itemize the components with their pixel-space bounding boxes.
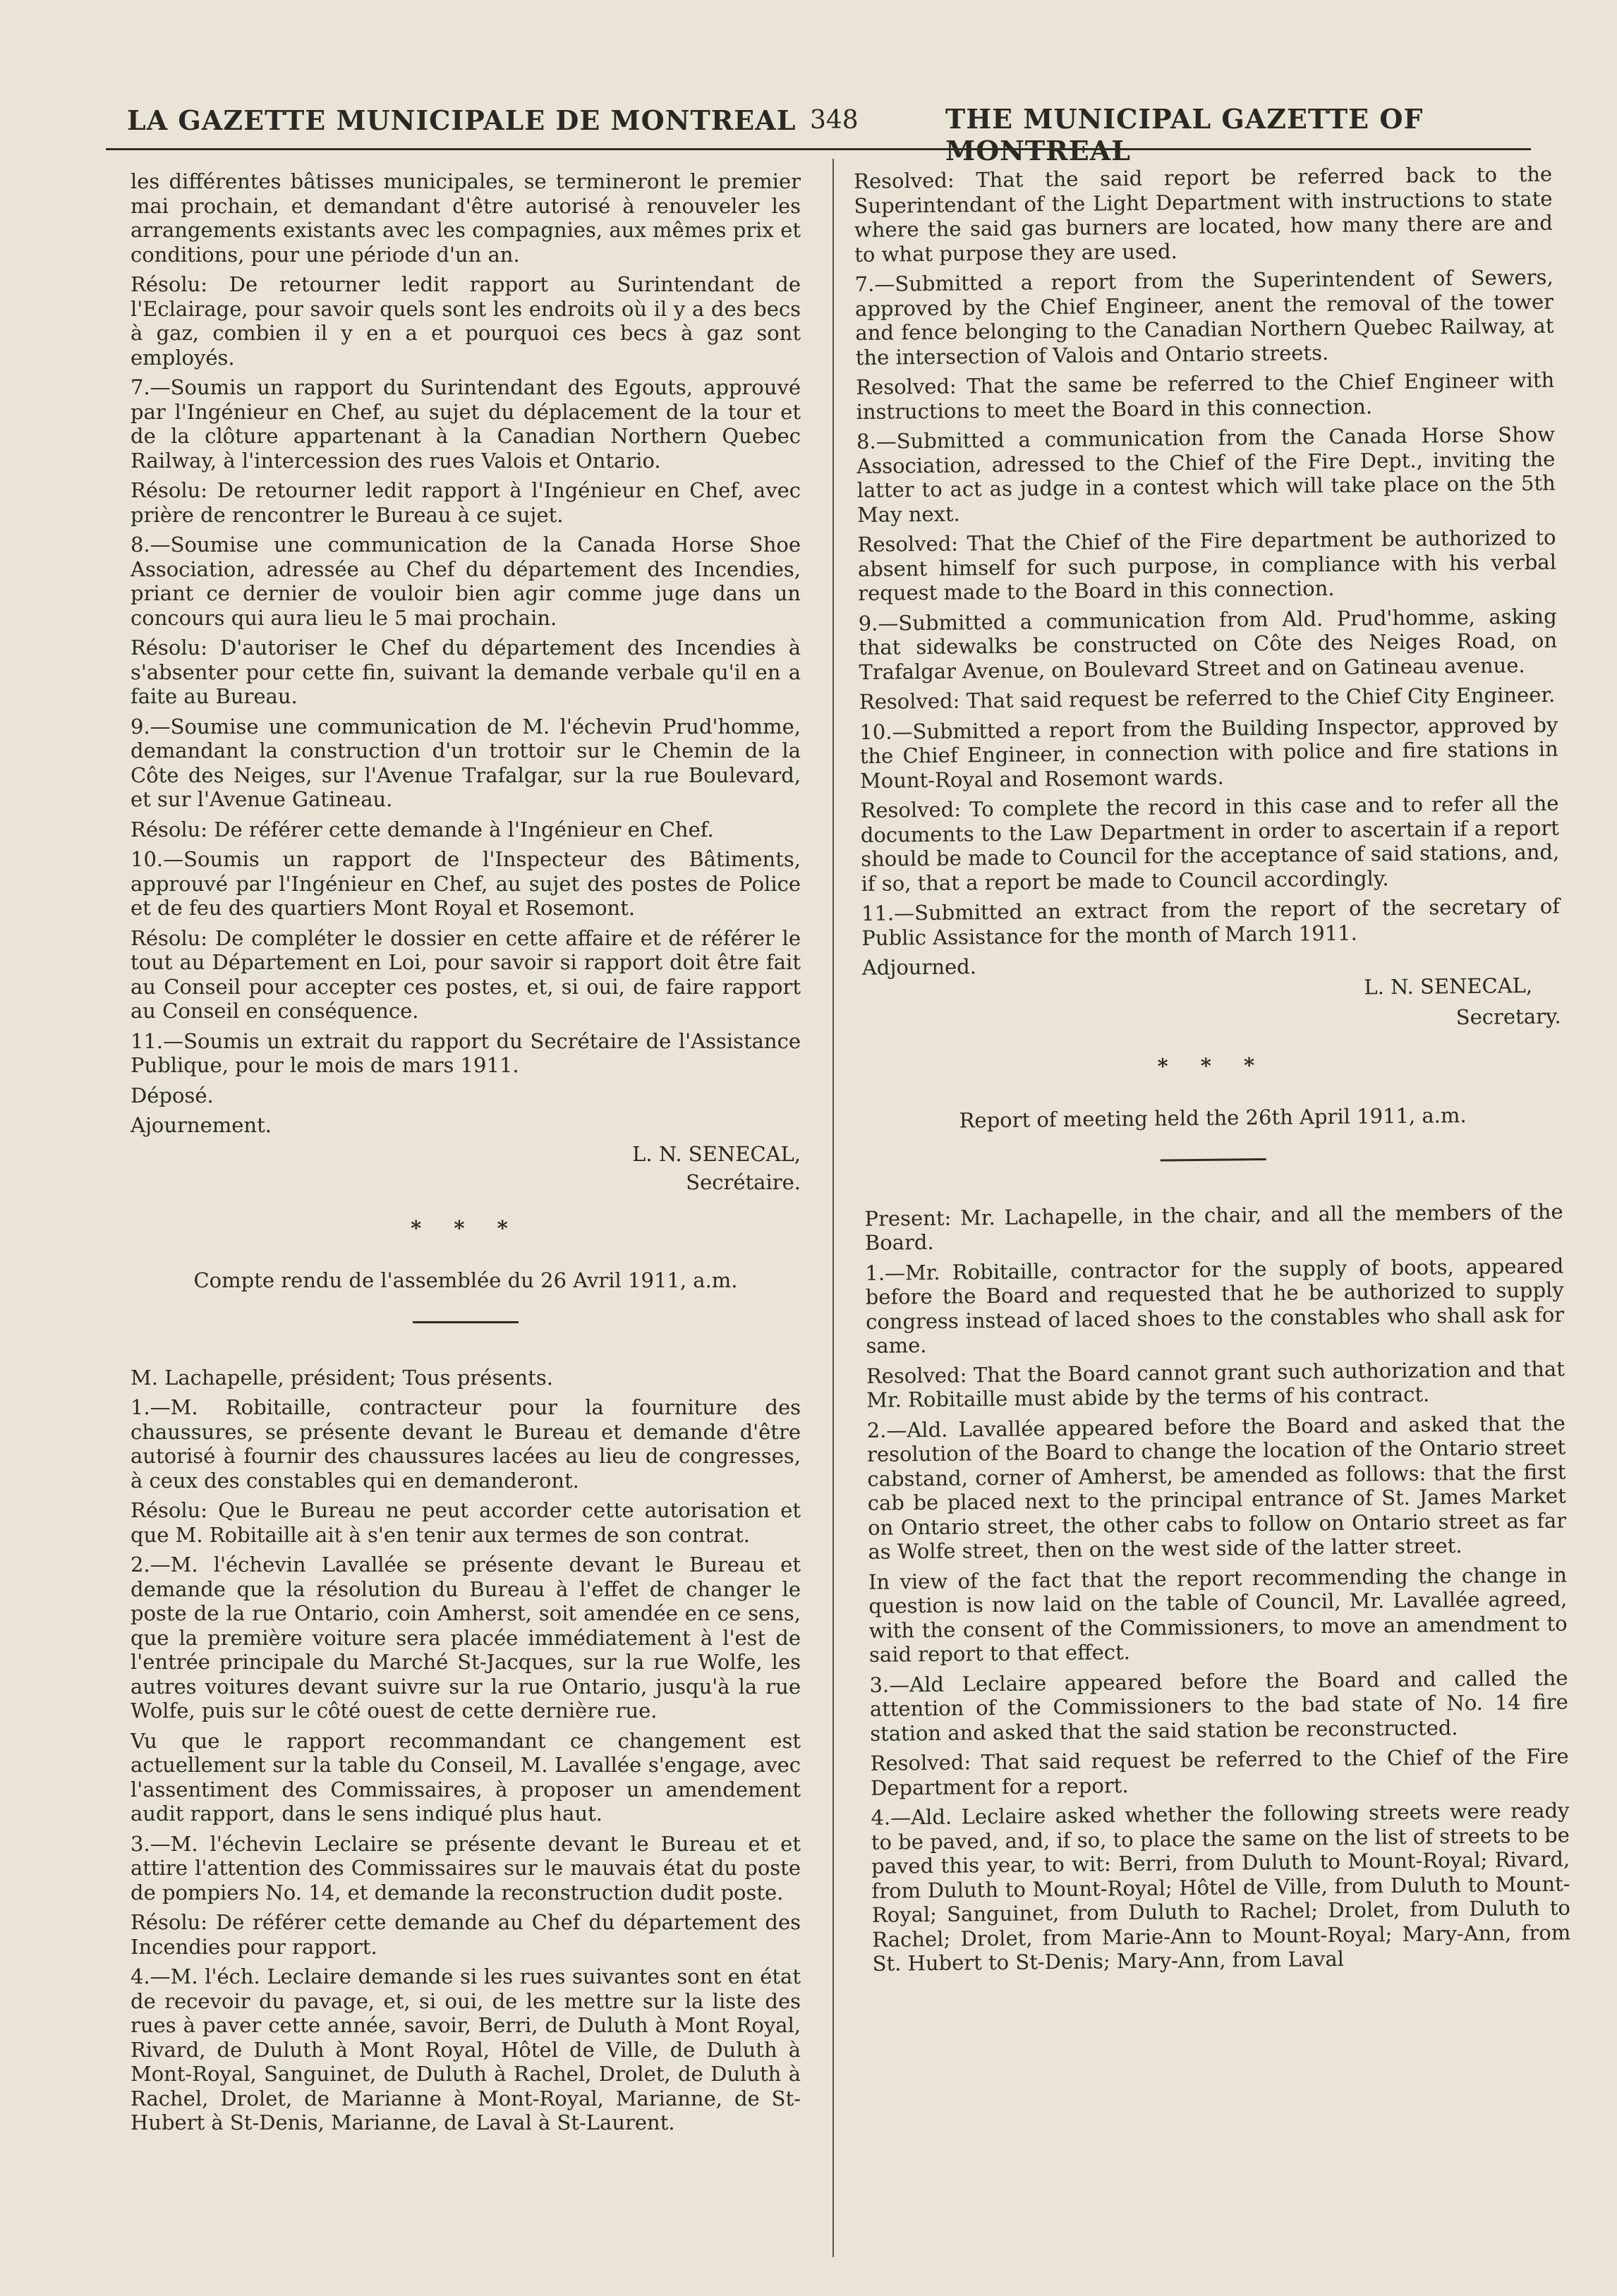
paragraph: 8.—Soumise une communication de la Canada Horse Shoe Association, adressée au Chef du département des Incendies, priant ce dernier de vouloir bien agir comme juge dans un concours qui aura lieu le 5 mai prochain. [131,533,801,630]
paragraph: Resolved: That said request be referred to the Chief of the Fire Department for a report. [870,1744,1569,1800]
english-column [854,162,1571,1982]
paragraph: M. Lachapelle, président; Tous présents. [131,1365,553,1390]
paragraph: 7.—Submitted a report from the Superintendent of Sewers, approved by the Chief Engineer, anent the removal of the tower and fence belonging to the Canadian Northern Quebec Railway, at the intersection of Valois and Ontario streets. [854,265,1554,370]
paragraph: Résolu: De retourner ledit rapport à l'Ingénieur en Chef, avec prière de rencontrer le Bureau à ce sujet. [131,478,801,527]
short-rule [413,1321,519,1323]
deposed-note: Déposé. [131,1083,214,1107]
paragraph: 11.—Submitted an extract from the report of the secretary of Public Assistance for the month of March 1911. [861,894,1561,950]
header-rule [106,148,1531,150]
page-header [0,99,1617,166]
signature-name: L. N. SENECAL, [632,1141,801,1166]
paragraph: In view of the fact that the report recommending the change in question is now laid on the table of Council, Mr. Lavallée agreed, with the consent of the Commissioners, to move an amendment to said report to that effect. [868,1562,1568,1667]
section-separator: * * * [1157,1052,1268,1079]
paragraph: 3.—M. l'échevin Leclaire se présente devant le Bureau et et attire l'attention des Commissaires sur le mauvais état du poste de pompiers No. 14, et demande la reconstruction dudit poste. [131,1831,801,1905]
paragraph: Resolved: To complete the record in this case and to refer all the documents to the Law Department in order to ascertain if a report should be made to Council for the acceptance of said stations, and, if so, that a report be made to Council accordingly. [860,791,1560,896]
adjournment: Adjourned. [861,954,977,980]
paragraph: Resolved: That the same be referred to the Chief Engineer with instructions to meet the Board in this connection. [856,368,1555,424]
paragraph: Résolu: De référer cette demande à l'Ingénieur en Chef. [131,817,714,842]
paragraph: 9.—Submitted a communication from Ald. Prud'homme, asking that sidewalks be constructed on Côte des Neiges Road, on Trafalgar Avenue, on Boulevard Street and on Gatineau avenue. [858,604,1558,684]
paragraph: Résolu: De retourner ledit rapport au Surintendant de l'Eclairage, pour savoir quels sont les endroits où il y a des becs à gaz, combien il y en a et pourquoi ces becs à gaz sont employés. [131,272,801,370]
paragraph: 4.—M. l'éch. Leclaire demande si les rues suivantes sont en état de recevoir du pavage, et, si oui, de les mettre sur la liste des rues à paver cette année, savoir, Berri, de Duluth à Mont Royal, Rivard, de Duluth à Mont Royal, Hôtel de Ville, de Duluth à Mont-Royal, Sanguinet, de Duluth à Rachel, Drolet, de Duluth à Rachel, Drolet, de Marianne à Mont-Royal, Marianne, de St-Hubert à St-Denis, Marianne, de Laval à St-Laurent. [131,1964,801,2134]
paragraph: 7.—Soumis un rapport du Surintendant des Egouts, approuvé par l'Ingénieur en Chef, au sujet du déplacement de la tour et de la clôture appartenant à la Canadian Northern Quebec Railway, à l'intercession des rues Valois et Ontario. [131,375,801,473]
paragraph: 1.—M. Robitaille, contracteur pour la fourniture des chaussures, se présente devant le Bureau et demande d'être autorisé à fournir des chaussures lacées au lieu de congresses, à ceux des constables qui en demanderont. [131,1395,801,1493]
paragraph: 8.—Submitted a communication from the Canada Horse Show Association, adressed to the Chief of the Fire Dept., inviting the latter to act as judge in a contest which will take place on the 5th May next. [856,422,1556,527]
short-rule [1161,1158,1266,1161]
header-french-title: LA GAZETTE MUNICIPALE DE MONTREAL [127,104,797,136]
section-separator: * * * [411,1215,521,1240]
paragraph: 1.—Mr. Robitaille, contractor for the supply of boots, appeared before the Board and requested that he be authorized to supply congress instead of laced shoes to the constables who shall ask for same. [865,1253,1565,1358]
paragraph: 11.—Soumis un extrait du rapport du Secrétaire de l'Assistance Publique, pour le mois de mars 1911. [131,1028,801,1077]
paragraph: Résolu: Que le Bureau ne peut accorder cette autorisation et que M. Robitaille ait à s'en tenir aux termes de son contrat. [131,1498,801,1547]
paragraph: Resolved: That said request be referred to the Chief City Engineer. [859,682,1556,714]
page-number: 348 [810,106,859,135]
paragraph: Resolved: That the Chief of the Fire department be authorized to absent himself for such purpose, in compliance with his verbal request made to the Board in this connection. [857,525,1557,605]
signature-name: L. N. SENECAL, [1364,973,1533,999]
section-caption: Compte rendu de l'assemblée du 26 Avril 1911, a.m. [193,1268,738,1292]
adjournment: Ajournement. [131,1113,272,1137]
paragraph: Résolu: De référer cette demande au Chef du département des Incendies pour rapport. [131,1910,801,1959]
paragraph: les différentes bâtisses municipales, se termineront le premier mai prochain, et demandant d'être autorisé à renouveler les arrangements existants avec les compagnies, aux mêmes prix et conditions, pour une période d'un an. [131,169,801,267]
paragraph: Resolved: That the Board cannot grant such authorization and that Mr. Robitaille must abide by the terms of his contract. [866,1356,1565,1412]
paragraph: 10.—Soumis un rapport de l'Inspecteur des Bâtiments, approuvé par l'Ingénieur en Chef, au sujet des postes de Police et de feu des quartiers Mont Royal et Rosemont. [131,847,801,920]
header-english-title: THE MUNICIPAL GAZETTE OF MONTREAL [945,103,1424,166]
paragraph: 4.—Ald. Leclaire asked whether the following streets were ready to be paved, and, if so, to place the same on the list of streets to be paved this year, to wit: Berri, from Duluth to Mount-Royal; Rivard, from Duluth to Mount-Royal; Hôtel de Ville, from Duluth to Mount-Royal; Sanguinet, from Duluth to Rachel; Drolet, from Duluth to Rachel; Drolet, from Marie-Ann to Mount-Royal; Mary-Ann, from St. Hubert to St-Denis; Mary-Ann, from Laval [871,1798,1571,1976]
paragraph: 9.—Soumise une communication de M. l'échevin Prud'homme, demandant la construction d'un trottoir sur le Chemin de la Côte des Neiges, sur l'Avenue Trafalgar, sur la rue Boulevard, et sur l'Avenue Gatineau. [131,714,801,811]
paragraph: Resolved: That the said report be referred back to the Superintendant of the Light Department with instructions to state where the said gas burners are located, how many there are and to what purpose they are used. [854,162,1554,267]
signature-title: Secrétaire. [686,1170,801,1194]
paragraph: 2.—M. l'échevin Lavallée se présente devant le Bureau et demande que la résolution du Bureau à l'effet de changer le poste de la rue Ontario, coin Amherst, soit amendée en ce sens, que la première voiture sera placée immédiatement à l'est de l'entrée principale du Marché St-Jacques, sur la rue Wolfe, les autres voitures devant suivre sur la rue Ontario, jusqu'à la rue Wolfe, puis sur le côté ouest de cette dernière rue. [131,1553,801,1723]
paragraph: 3.—Ald Leclaire appeared before the Board and called the attention of the Commissioners to the bad state of No. 14 fire station and asked that the said station be reconstructed. [869,1665,1568,1746]
paragraph: Résolu: D'autoriser le Chef du département des Incendies à s'absenter pour cette fin, suivant la demande verbale qu'il en a faite au Bureau. [131,636,801,708]
paragraph: Résolu: De compléter le dossier en cette affaire et de référer le tout au Département en Loi, pour savoir si rapport doit être fait au Conseil pour accepter ces postes, et, si oui, de faire rapport au Conseil en conséquence. [131,925,801,1023]
french-column [131,169,801,2141]
section-caption: Report of meeting held the 26th April 1911, a.m. [959,1103,1467,1133]
column-divider [832,159,834,2257]
paragraph: Vu que le rapport recommandant ce changement est actuellement sur la table du Conseil, M. Lavallée s'engage, avec l'assentiment des Commissaires, à proposer un amendement audit rapport, dans le sens indiqué plus haut. [131,1728,801,1826]
paragraph: 2.—Ald. Lavallée appeared before the Board and asked that the resolution of the Board to change the location of the Ontario street cabstand, corner of Amherst, be amended as follows: that the first cab be placed next to the principal entrance of St. James Market on Ontario street, the other cabs to follow on Ontario street as far as Wolfe street, then on the west side of the latter street. [866,1411,1567,1564]
signature-title: Secretary. [1455,1004,1561,1030]
paragraph: 10.—Submitted a report from the Building Inspector, approved by the Chief Engineer, in connection with police and fire stations in Mount-Royal and Rosemont wards. [859,712,1558,793]
paragraph: Present: Mr. Lachapelle, in the chair, and all the members of the Board. [864,1199,1563,1255]
